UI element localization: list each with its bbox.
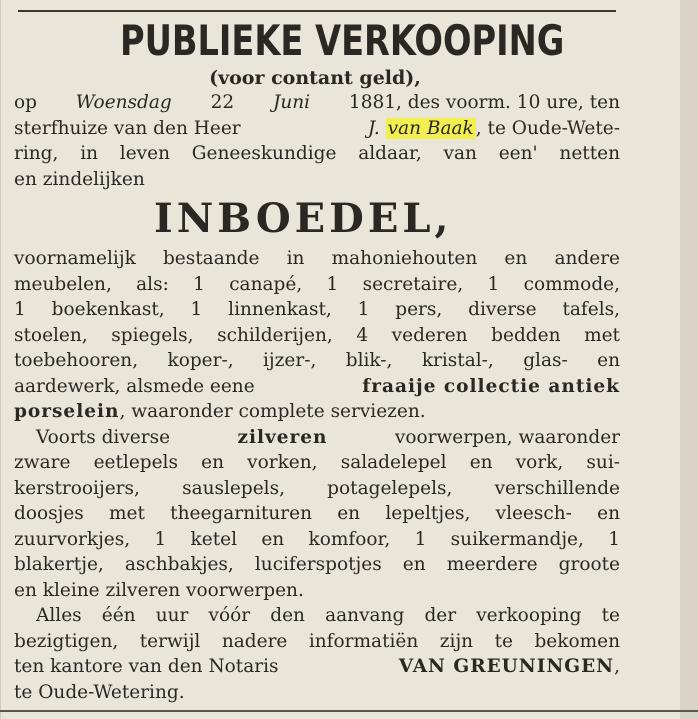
text-line [14, 425, 620, 451]
text-span: sterfhuize van den Heer [14, 117, 241, 139]
notary-name: VAN GREUNINGEN [398, 656, 615, 677]
text-line: ring, in leven Geneeskundige aldaar, van een' netten [14, 143, 620, 164]
text-line: blakertje, aschbakjes, luciferspotjes en meerdere groote [14, 554, 620, 575]
deceased-initial: J. [367, 117, 380, 139]
text-line: bezigtigen, terwijl nadere informatiën zijn te bekomen [14, 630, 620, 652]
sale-month: Juni [272, 92, 311, 113]
advertisement-title: PUBLIEKE VERKOOPING [120, 16, 565, 65]
sale-day: Woensdag [75, 92, 172, 113]
text-line [14, 116, 620, 142]
text-line: te Oude-Wetering. [14, 681, 185, 703]
text-span: op [14, 92, 37, 113]
antique-collection-text: fraaije collectie antiek [362, 375, 620, 397]
text-line [14, 654, 620, 680]
top-rule [18, 10, 616, 12]
text-span: , [614, 656, 620, 677]
advertisement-body [14, 90, 620, 705]
text-line: kerstrooijers, sauslepels, potagelepels, verschillende [14, 477, 620, 499]
sale-date-day: 22 [210, 92, 235, 113]
text-line: 1 boekenkast, 1 linnenkast, 1 pers, diverse tafels, [14, 299, 620, 320]
text-line: zuurvorkjes, 1 ketel en komfoor, 1 suikermandje, 1 [14, 528, 620, 550]
column-edge-right [680, 0, 698, 719]
text-span: aardewerk, alsmede eene [14, 375, 255, 397]
text-span: 1881, des voorm. 10 ure, ten [348, 92, 620, 113]
text-line: en kleine zilveren voorwerpen. [14, 579, 304, 601]
deceased-name-highlight: van Baak [387, 117, 474, 139]
bottom-rule [0, 710, 698, 712]
text-span: ten kantore van den Notaris [14, 656, 279, 677]
text-line: doosjes met theegarnituren en lepeltjes, vleesch- en [14, 503, 620, 524]
text-line: Alles één uur vóór den aanvang der verkooping te [36, 605, 620, 626]
text-line: stoelen, spiegels, schilderijen, 4 vederen bedden met [14, 324, 620, 346]
text-line: meubelen, als: 1 canapé, 1 secretaire, 1 commode, [14, 273, 620, 295]
text-span: , te Oude-Wete- [475, 117, 620, 139]
silver-text: zilveren [237, 426, 328, 448]
text-line: voornamelijk bestaande in mahoniehouten en andere [14, 248, 620, 269]
text-line [14, 374, 620, 400]
porcelain-text: porselein [14, 401, 120, 422]
text-line: zware eetlepels en vorken, saladelepel en vork, sui- [14, 452, 620, 473]
text-line: toebehooren, koper-, ijzer-, blik-, kristal-, glas- en [14, 350, 620, 371]
text-line: en zindelijken [14, 168, 145, 190]
column-edge-left [0, 0, 1, 719]
text-span: voorwerpen, waaronder [394, 426, 620, 448]
text-line [14, 90, 620, 116]
text-span: , waaronder complete serviezen. [119, 401, 426, 422]
text-span: Voorts diverse [36, 426, 171, 448]
text-line [14, 399, 620, 425]
inboedel-heading: INBOEDEL, [154, 195, 453, 242]
advertisement-subtitle: (voor contant geld), [209, 67, 421, 89]
